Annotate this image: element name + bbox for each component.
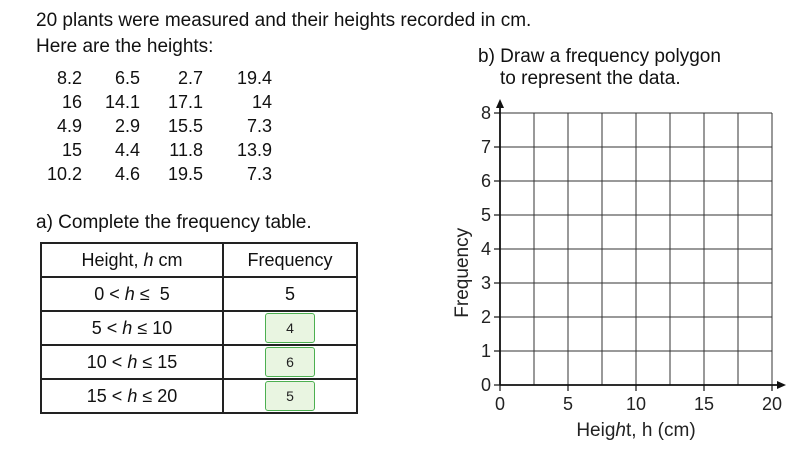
x-tick-label: 0 [494,394,506,414]
height-value: 19.4 [236,68,272,88]
intro-line-2: Here are the heights: [36,36,214,57]
height-value: 17.1 [167,92,203,112]
height-value: 2.7 [177,68,203,88]
height-value: 15 [61,140,82,160]
part-b-prompt-line-1: b) Draw a frequency polygon [478,46,721,67]
interval-cell: 10 < h ≤ 15 [41,345,223,379]
y-tick-label: 8 [480,103,491,123]
height-value: 19.5 [167,164,203,184]
y-tick-label: 1 [480,341,491,361]
table-header-row [41,243,357,277]
frequency-cell [223,311,357,345]
frequency-cell: 5 [223,277,357,311]
y-tick-label: 7 [480,137,491,157]
frequency-polygon-grid[interactable] [440,95,800,450]
heights-row [36,66,286,90]
header-frequency: Frequency [223,243,357,277]
height-value: 14.1 [104,92,140,112]
height-value: 16 [61,92,82,112]
y-tick-label: 3 [480,273,491,293]
part-b-prompt-line-2: to represent the data. [500,68,681,89]
height-value: 4.6 [114,164,140,184]
interval-cell: 5 < h ≤ 10 [41,311,223,345]
frequency-input[interactable]: 5 [265,381,315,411]
y-tick-label: 5 [480,205,491,225]
part-a-prompt: a) Complete the frequency table. [36,212,312,233]
heights-row [36,162,286,186]
heights-row [36,114,286,138]
height-value: 7.3 [246,116,272,136]
x-axis-label: Height, h (cm) [576,420,696,441]
x-tick-label: 5 [562,394,574,414]
y-tick-label: 0 [480,375,491,395]
y-tick-label: 6 [480,171,491,191]
part-b-prompt [478,46,721,90]
height-value: 7.3 [246,164,272,184]
heights-grid [36,66,286,186]
table-row [41,277,357,311]
frequency-cell [223,379,357,413]
interval-cell: 0 < h ≤ 5 [41,277,223,311]
heights-row [36,138,286,162]
frequency-cell [223,345,357,379]
header-height: Height, h cm [41,243,223,277]
x-tick-label: 10 [625,394,647,414]
interval-cell: 15 < h ≤ 20 [41,379,223,413]
frequency-input[interactable]: 4 [265,313,315,343]
y-tick-label: 2 [480,307,491,327]
y-tick-label: 4 [480,239,491,259]
height-value: 11.8 [169,140,203,160]
height-value: 10.2 [46,164,82,184]
frequency-input[interactable]: 6 [265,347,315,377]
height-value: 8.2 [56,68,82,88]
x-tick-label: 15 [693,394,715,414]
height-value: 2.9 [114,116,140,136]
height-value: 4.9 [56,116,82,136]
height-value: 13.9 [236,140,272,160]
x-axis-arrow [777,381,786,389]
table-row [41,379,357,413]
frequency-table [40,242,358,414]
y-axis-arrow [496,99,504,108]
heights-row [36,90,286,114]
y-axis-label: Frequency [452,227,473,318]
height-value: 15.5 [167,116,203,136]
x-tick-label: 20 [761,394,783,414]
height-value: 4.4 [114,140,140,160]
table-row [41,345,357,379]
intro-line-1: 20 plants were measured and their heights recorded in cm. [36,10,532,31]
height-value: 14 [251,92,272,112]
table-row [41,311,357,345]
height-value: 6.5 [114,68,140,88]
